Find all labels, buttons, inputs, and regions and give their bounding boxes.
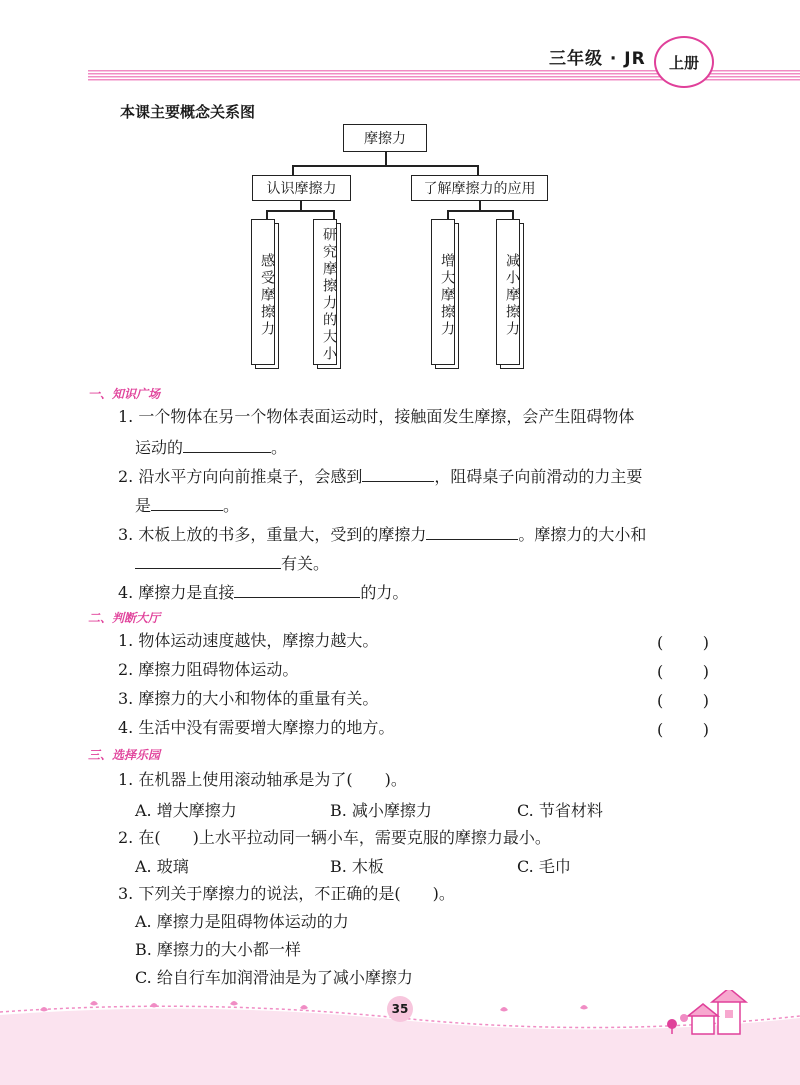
concept-branch-left: 认识摩擦力 [252, 175, 351, 201]
answer-parentheses[interactable]: ( ) [657, 662, 709, 681]
choice-option[interactable]: B. 减小摩擦力 [330, 801, 432, 820]
question-text: 2. 沿水平方向向前推桌子，会感到 [118, 467, 363, 486]
fill-question-2-cont [135, 496, 239, 514]
question-text: 3. 木板上放的书多，重量大，受到的摩擦力 [118, 525, 427, 544]
section-title-knowledge: 一、知识广场 [88, 387, 161, 401]
fill-question-1 [118, 409, 634, 425]
concept-map-title: 本课主要概念关系图 [120, 103, 256, 121]
fill-question-4 [118, 583, 408, 601]
answer-parentheses[interactable]: ( ) [657, 633, 709, 652]
answer-blank[interactable] [135, 554, 281, 569]
connector [292, 165, 478, 167]
answer-parentheses[interactable]: ( ) [657, 720, 709, 739]
answer-parentheses[interactable]: ( ) [657, 691, 709, 710]
answer-blank[interactable] [151, 496, 223, 511]
section-title-judge: 二、判断大厅 [88, 611, 161, 625]
connector [447, 210, 513, 212]
page-number: 35 [387, 996, 413, 1022]
choice-option[interactable]: C. 节省材料 [517, 801, 603, 820]
answer-blank[interactable] [234, 583, 360, 598]
question-text: 的力。 [360, 583, 409, 602]
choice-option[interactable]: A. 摩擦力是阻碍物体运动的力 [135, 912, 349, 931]
choice-option[interactable]: A. 玻璃 [135, 857, 189, 876]
answer-blank[interactable] [362, 467, 434, 482]
choice-option[interactable]: B. 摩擦力的大小都一样 [135, 940, 301, 959]
judge-item-3: 3. 摩擦力的大小和物体的重量有关。 [118, 689, 379, 708]
choice-question-3: 3. 下列关于摩擦力的说法，不正确的是( )。 [118, 884, 455, 903]
question-text: ，阻碍桌子向前滑动的力主要 [434, 467, 643, 486]
question-text: 1. 一个物体在另一个物体表面运动时，接触面发生摩擦，会产生阻碍物体 [118, 407, 635, 426]
grade-label: 三年级 · JR [549, 49, 646, 69]
connector [292, 165, 294, 175]
answer-blank[interactable] [183, 438, 271, 453]
judge-item-4: 4. 生活中没有需要增大摩擦力的地方。 [118, 718, 395, 737]
volume-badge: 上册 [654, 36, 714, 88]
answer-blank[interactable] [426, 525, 518, 540]
choice-question-2: 2. 在( )上水平拉动同一辆小车，需要克服的摩擦力最小。 [118, 828, 551, 847]
concept-leaf-1: 感受摩擦力 [251, 219, 275, 365]
question-text: 4. 摩擦力是直接 [118, 583, 235, 602]
judge-item-1: 1. 物体运动速度越快，摩擦力越大。 [118, 631, 379, 650]
choice-option[interactable]: A. 增大摩擦力 [135, 801, 237, 820]
fill-question-1-cont [135, 438, 287, 456]
choice-option[interactable]: C. 给自行车加润滑油是为了减小摩擦力 [135, 968, 413, 987]
question-text: 运动的 [135, 438, 184, 457]
concept-root: 摩擦力 [343, 124, 427, 152]
question-text: 。 [223, 496, 240, 515]
choice-question-1: 1. 在机器上使用滚动轴承是为了( )。 [118, 770, 407, 789]
choice-option[interactable]: B. 木板 [330, 857, 384, 876]
connector [266, 210, 334, 212]
fill-question-3 [118, 525, 646, 543]
judge-item-2: 2. 摩擦力阻碍物体运动。 [118, 660, 299, 679]
concept-leaf-3: 增大摩擦力 [431, 219, 455, 365]
concept-branch-right: 了解摩擦力的应用 [411, 175, 548, 201]
fill-question-3-cont [135, 554, 329, 572]
house-icon [667, 990, 746, 1034]
connector [477, 165, 479, 175]
concept-leaf-2: 研究摩擦力的大小 [313, 219, 337, 365]
question-text: 有关。 [281, 554, 330, 573]
choice-option[interactable]: C. 毛巾 [517, 857, 571, 876]
concept-leaf-4: 减小摩擦力 [496, 219, 520, 365]
section-title-choice: 三、选择乐园 [88, 748, 161, 762]
connector [385, 152, 387, 166]
fill-question-2 [118, 467, 642, 485]
question-text: 。摩擦力的大小和 [518, 525, 647, 544]
question-text: 。 [271, 438, 288, 457]
question-text: 是 [135, 496, 152, 515]
